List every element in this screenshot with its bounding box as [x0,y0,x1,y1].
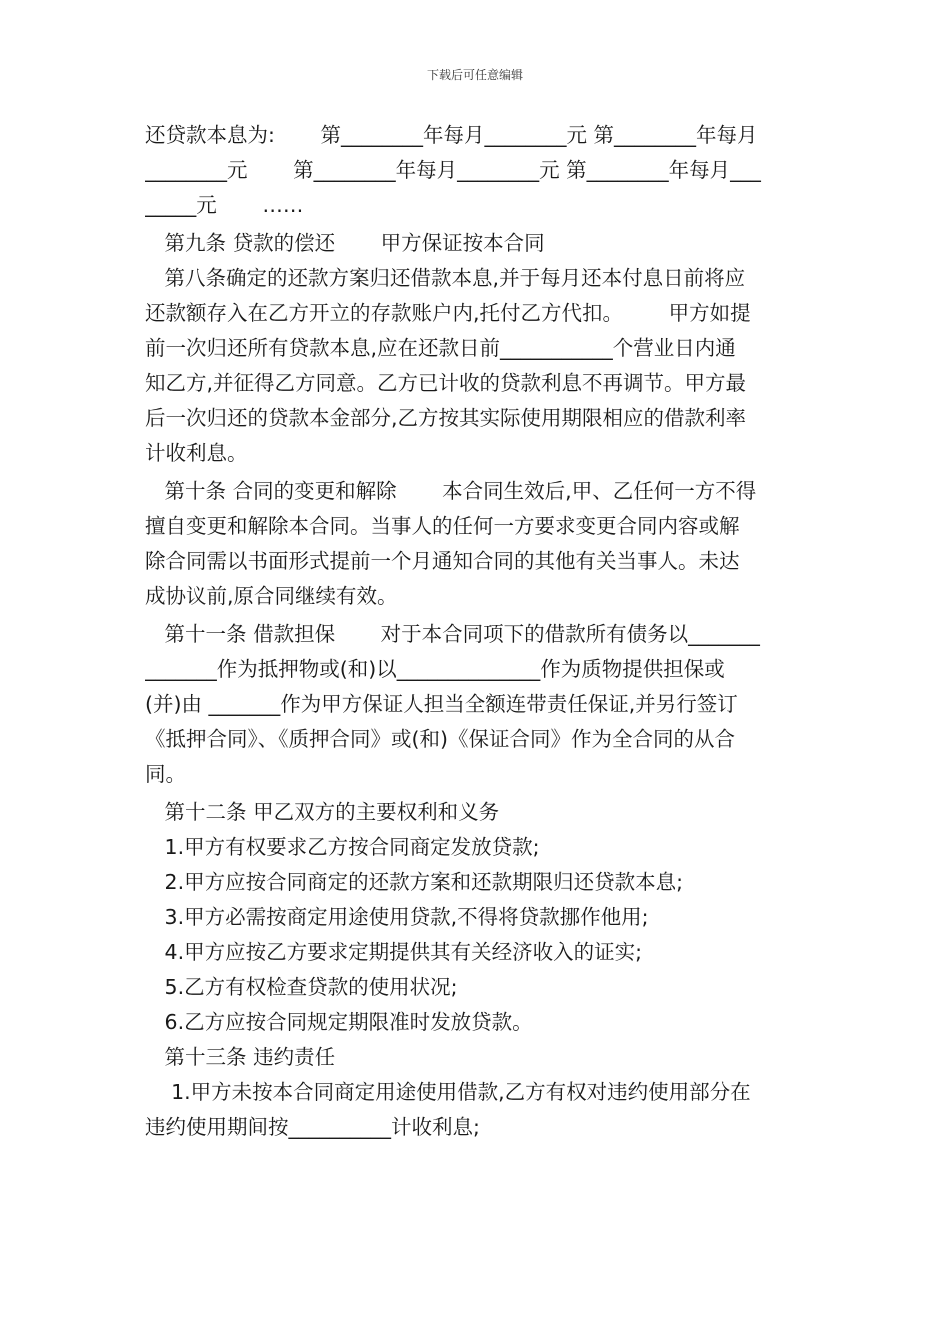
text-line: 同。 [145,762,186,786]
text-line: 违约使用期间按__________计收利息; [145,1115,480,1139]
list-item: 6.乙方应按合同规定期限准时发放贷款。 [145,1010,533,1034]
text-line: ________元 第________年每月________元 第________年每月___ [145,158,761,182]
article-12-heading: 第十二条 甲乙双方的主要权利和义务 [145,800,500,824]
list-item: 3.甲方必需按商定用途使用贷款,不得将贷款挪作他用; [145,905,649,929]
article-10-heading: 第十条 合同的变更和解除 本合同生效后,甲、乙任何一方不得 [145,479,757,503]
text-line: 前一次归还所有贷款本息,应在还款日前___________个营业日内通 [145,336,736,360]
text-line: 除合同需以书面形式提前一个月通知合同的其他有关当事人。未达 [145,549,740,573]
text-line: _______作为抵押物或(和)以______________作为质物提供担保或 [145,657,725,681]
text-line: 成协议前,原合同继续有效。 [145,584,398,608]
list-item: 4.甲方应按乙方要求定期提供其有关经济收入的证实; [145,940,643,964]
text-line: 擅自变更和解除本合同。当事人的任何一方要求变更合同内容或解 [145,514,740,538]
contract-body [145,118,807,1145]
article-9-heading: 第九条 贷款的偿还 甲方保证按本合同 [145,231,545,255]
text-line: 《抵押合同》、《质押合同》或(和)《保证合同》作为全合同的从合 [145,727,735,751]
page-header: 下载后可任意编辑 [426,68,523,82]
text-line: 第八条确定的还款方案归还借款本息,并于每月还本付息日前将应 [145,266,746,290]
text-line: _____元 …… [145,193,304,217]
text-line: (并)由 _______作为甲方保证人担当全额连带责任保证,并另行签订 [145,692,738,716]
list-item: 1.甲方未按本合同商定用途使用借款,乙方有权对违约使用部分在 [145,1080,751,1104]
article-13-heading: 第十三条 违约责任 [145,1045,336,1069]
list-item: 5.乙方有权检查贷款的使用状况; [145,975,458,999]
text-line: 还贷款本息为: 第________年每月________元 第________年每月 [145,123,758,147]
list-item: 1.甲方有权要求乙方按合同商定发放贷款; [145,835,540,859]
text-line: 计收利息。 [145,441,248,465]
article-11-heading: 第十一条 借款担保 对于本合同项下的借款所有债务以_______ [145,622,760,646]
text-line: 后一次归还的贷款本金部分,乙方按其实际使用期限相应的借款利率 [145,406,747,430]
list-item: 2.甲方应按合同商定的还款方案和还款期限归还贷款本息; [145,870,684,894]
text-line: 还款额存入在乙方开立的存款账户内,托付乙方代扣。 甲方如提 [145,301,751,325]
text-line: 知乙方,并征得乙方同意。乙方已计收的贷款利息不再调节。甲方最 [145,371,747,395]
